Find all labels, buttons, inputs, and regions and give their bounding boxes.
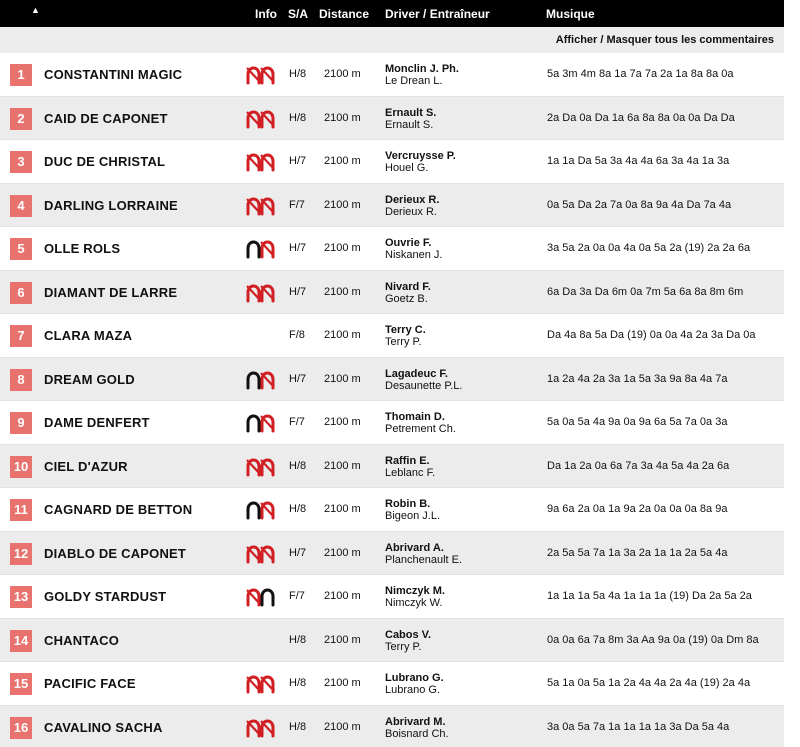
runner-musique: 3a 5a 2a 0a 0a 4a 0a 5a 2a (19) 2a 2a 6a [547, 242, 751, 254]
runner-musique: 2a 5a 5a 7a 1a 3a 2a 1a 1a 2a 5a 4a [547, 546, 728, 559]
trainer-name[interactable]: Leblanc F. [385, 466, 436, 479]
table-row[interactable] [0, 706, 784, 747]
table-row[interactable] [0, 358, 784, 402]
driver-name[interactable]: Abrivard A. [385, 541, 444, 554]
driver-trainer [385, 411, 456, 435]
runner-musique: 3a 0a 5a 7a 1a 1a 1a 1a 3a Da 5a 4a [547, 720, 730, 733]
trainer-name[interactable]: Desaunette P.L. [385, 379, 463, 392]
runner-number-badge: 7 [10, 325, 32, 347]
table-row[interactable] [0, 575, 784, 619]
runner-musique: 5a 0a 5a 4a 9a 0a 9a 6a 5a 7a 0a 3a [547, 416, 728, 428]
horseshoe-icon [246, 370, 276, 390]
runner-number-badge: 1 [10, 64, 32, 86]
table-row[interactable] [0, 662, 784, 706]
driver-name[interactable]: Lubrano G. [385, 672, 444, 684]
table-header [0, 0, 784, 27]
trainer-name[interactable]: Goetz B. [385, 292, 428, 305]
driver-trainer [385, 107, 436, 131]
driver-trainer [385, 716, 449, 740]
runner-number-badge: 3 [10, 151, 32, 173]
table-row[interactable] [0, 227, 784, 271]
trainer-name[interactable]: Petrement Ch. [385, 423, 456, 435]
horseshoe-icon [246, 631, 276, 651]
runner-name[interactable]: DARLING LORRAINE [44, 197, 178, 213]
table-row[interactable] [0, 53, 784, 97]
table-row[interactable] [0, 314, 784, 358]
comments-toggle-row [0, 27, 784, 53]
runner-musique: 6a Da 3a Da 6m 0a 7m 5a 6a 8a 8m 6m [547, 285, 744, 298]
runner-number-badge: 11 [10, 499, 32, 521]
runner-distance: 2100 m [324, 242, 361, 254]
horseshoe-icon [246, 109, 276, 129]
trainer-name[interactable]: Planchenault E. [385, 553, 463, 566]
runner-distance: 2100 m [324, 372, 361, 385]
column-header-driver: Driver / Entraîneur [385, 7, 490, 21]
runner-distance: 2100 m [324, 720, 361, 733]
table-row[interactable] [0, 401, 784, 445]
driver-trainer [385, 324, 426, 348]
horseshoe-icon [246, 457, 276, 477]
trainer-name[interactable]: Terry P. [385, 336, 422, 348]
driver-name[interactable]: Monclin J. Ph. [385, 63, 459, 75]
runner-musique: 5a 3m 4m 8a 1a 7a 7a 2a 1a 8a 8a 0a [547, 68, 734, 80]
runner-name[interactable]: OLLE ROLS [44, 241, 121, 256]
runner-distance: 2100 m [324, 68, 361, 80]
runner-musique: 0a 5a Da 2a 7a 0a 8a 9a 4a Da 7a 4a [547, 198, 732, 211]
driver-trainer [385, 63, 459, 87]
runner-list [0, 53, 784, 747]
driver-name[interactable]: Terry C. [385, 324, 426, 336]
horseshoe-icon [246, 283, 276, 303]
runner-distance: 2100 m [324, 503, 361, 515]
trainer-name[interactable]: Derieux R. [385, 205, 437, 218]
runner-musique: Da 4a 8a 5a Da (19) 0a 0a 4a 2a 3a Da 0a [547, 329, 756, 341]
driver-name[interactable]: Ernault S. [385, 106, 437, 119]
runner-number-badge: 8 [10, 369, 32, 391]
driver-trainer [385, 585, 445, 609]
driver-trainer [385, 281, 431, 305]
runner-name[interactable]: CIEL D'AZUR [44, 458, 128, 474]
driver-name[interactable]: Thomain D. [385, 411, 445, 423]
driver-name[interactable]: Robin B. [385, 498, 431, 510]
column-header-musique: Musique [546, 7, 595, 21]
runner-sex-age: F/7 [289, 198, 305, 211]
toggle-comments-link[interactable]: Afficher / Masquer tous les commentaires [555, 34, 774, 46]
runner-distance: 2100 m [324, 546, 361, 559]
column-header-info: Info [255, 7, 277, 21]
trainer-name[interactable]: Ernault S. [385, 118, 434, 131]
runner-sex-age: H/8 [289, 459, 307, 472]
trainer-name[interactable]: Nimczyk W. [385, 597, 443, 609]
table-row[interactable] [0, 488, 784, 532]
driver-trainer [385, 629, 431, 653]
runner-musique: 1a 1a 1a 5a 4a 1a 1a 1a (19) Da 2a 5a 2a [547, 590, 752, 602]
runner-number-badge: 4 [10, 195, 32, 217]
runner-distance: 2100 m [324, 416, 361, 428]
horseshoe-icon [246, 65, 276, 85]
horseshoe-icon [246, 239, 276, 259]
runner-name[interactable]: CHANTACO [44, 632, 120, 648]
runner-musique: 1a 2a 4a 2a 3a 1a 5a 3a 9a 8a 4a 7a [547, 372, 728, 385]
driver-trainer [385, 368, 462, 392]
trainer-name[interactable]: Terry P. [385, 640, 422, 653]
table-row[interactable] [0, 271, 784, 315]
runner-sex-age: H/7 [289, 546, 307, 559]
runner-sex-age: H/7 [289, 155, 307, 167]
runner-distance: 2100 m [324, 285, 361, 298]
runner-number-badge: 5 [10, 238, 32, 260]
horseshoe-icon [246, 544, 276, 564]
runner-distance: 2100 m [324, 198, 361, 211]
runner-distance: 2100 m [324, 633, 361, 646]
runner-distance: 2100 m [324, 590, 361, 602]
runner-name[interactable]: CAGNARD DE BETTON [44, 502, 193, 517]
runner-number-badge: 15 [10, 673, 32, 695]
table-row[interactable] [0, 140, 784, 184]
driver-name[interactable]: Lagadeuc F. [385, 367, 448, 380]
runner-number-badge: 6 [10, 282, 32, 304]
runner-distance: 2100 m [324, 111, 361, 124]
horseshoe-icon [246, 326, 276, 346]
runner-distance: 2100 m [324, 459, 361, 472]
runner-name[interactable]: CAID DE CAPONET [44, 110, 168, 126]
runner-number-badge: 14 [10, 630, 32, 652]
horseshoe-icon [246, 587, 276, 607]
runner-number-badge: 9 [10, 412, 32, 434]
column-header-sa: S/A [288, 7, 309, 21]
runner-name[interactable]: CONSTANTINI MAGIC [44, 67, 183, 82]
runner-name[interactable]: DREAM GOLD [44, 371, 135, 387]
runner-number-badge: 12 [10, 543, 32, 565]
driver-name[interactable]: Ouvrie F. [385, 237, 432, 249]
table-row[interactable] [0, 97, 784, 141]
driver-trainer [385, 150, 456, 174]
runner-musique: Da 1a 2a 0a 6a 7a 3a 4a 5a 4a 2a 6a [547, 459, 730, 472]
driver-trainer [385, 194, 439, 218]
table-row[interactable] [0, 532, 784, 576]
runner-sex-age: H/7 [289, 242, 307, 254]
trainer-name[interactable]: Bigeon J.L. [385, 510, 441, 522]
trainer-name[interactable]: Niskanen J. [385, 249, 443, 261]
horseshoe-icon [246, 674, 276, 694]
horseshoe-icon [246, 500, 276, 520]
table-row[interactable] [0, 445, 784, 489]
runner-name[interactable]: CLARA MAZA [44, 328, 133, 343]
runner-sex-age: H/7 [289, 372, 307, 385]
runner-number-badge: 2 [10, 108, 32, 130]
column-header-distance: Distance [319, 7, 370, 21]
runner-distance: 2100 m [324, 155, 361, 167]
runner-name[interactable]: DUC DE CHRISTAL [44, 154, 166, 169]
runner-number-badge: 16 [10, 717, 32, 739]
runner-name[interactable]: DAME DENFERT [44, 415, 150, 430]
driver-name[interactable]: Vercruysse P. [385, 150, 456, 162]
runner-musique: 1a 1a Da 5a 3a 4a 4a 6a 3a 4a 1a 3a [547, 155, 730, 167]
trainer-name[interactable]: Le Drean L. [385, 75, 443, 87]
runner-sex-age: H/8 [289, 503, 307, 515]
driver-trainer [385, 237, 442, 261]
driver-name[interactable]: Cabos V. [385, 628, 432, 641]
driver-name[interactable]: Nivard F. [385, 280, 431, 293]
runner-sex-age: F/7 [289, 590, 305, 602]
runner-sex-age: H/8 [289, 633, 307, 646]
runner-sex-age: H/8 [289, 111, 307, 124]
runner-sex-age: F/7 [289, 416, 305, 428]
runner-musique: 0a 0a 6a 7a 8m 3a Aa 9a 0a (19) 0a Dm 8a [547, 633, 759, 646]
runner-sex-age: H/7 [289, 285, 307, 298]
runner-name[interactable]: GOLDY STARDUST [44, 589, 167, 604]
trainer-name[interactable]: Lubrano G. [385, 684, 441, 696]
trainer-name[interactable]: Boisnard Ch. [385, 727, 449, 740]
driver-trainer [385, 455, 435, 479]
runner-sex-age: H/8 [289, 68, 307, 80]
horseshoe-icon [246, 718, 276, 738]
runner-sex-age: H/8 [289, 677, 307, 689]
driver-name[interactable]: Abrivard M. [385, 715, 446, 728]
horseshoe-icon [246, 152, 276, 172]
runner-name[interactable]: DIAMANT DE LARRE [44, 284, 178, 300]
sort-arrow-icon[interactable]: ▲ [31, 5, 40, 15]
runner-distance: 2100 m [324, 677, 361, 689]
runner-musique: 5a 1a 0a 5a 1a 2a 4a 4a 2a 4a (19) 2a 4a [547, 677, 751, 689]
trainer-name[interactable]: Houel G. [385, 162, 429, 174]
runner-musique: 9a 6a 2a 0a 1a 9a 2a 0a 0a 0a 8a 9a [547, 503, 728, 515]
runner-number-badge: 10 [10, 456, 32, 478]
runner-distance: 2100 m [324, 329, 361, 341]
driver-name[interactable]: Raffin E. [385, 454, 430, 467]
runner-musique: 2a Da 0a Da 1a 6a 8a 8a 0a 0a Da Da [547, 111, 735, 124]
runner-number-badge: 13 [10, 586, 32, 608]
driver-trainer [385, 498, 440, 522]
driver-name[interactable]: Derieux R. [385, 193, 440, 206]
runner-name[interactable]: DIABLO DE CAPONET [44, 545, 187, 561]
runner-name[interactable]: CAVALINO SACHA [44, 719, 163, 735]
driver-trainer [385, 542, 462, 566]
runner-sex-age: H/8 [289, 720, 307, 733]
table-row[interactable] [0, 619, 784, 663]
table-row[interactable] [0, 184, 784, 228]
driver-name[interactable]: Nimczyk M. [385, 585, 445, 597]
driver-trainer [385, 672, 444, 696]
runner-name[interactable]: PACIFIC FACE [44, 676, 136, 691]
runner-sex-age: F/8 [289, 329, 305, 341]
horseshoe-icon [246, 196, 276, 216]
horseshoe-icon [246, 413, 276, 433]
